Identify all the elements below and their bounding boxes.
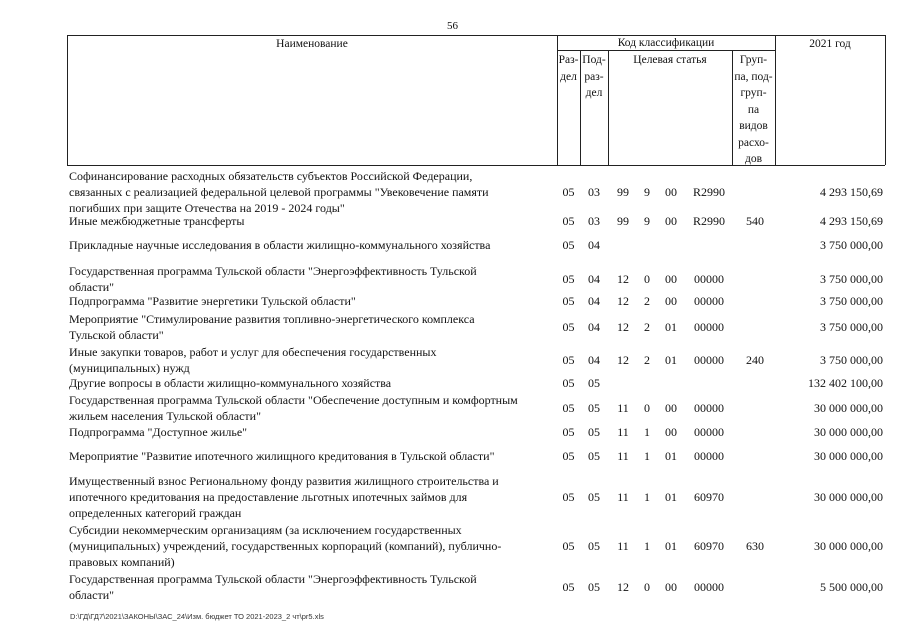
row-podrazdel: 04: [588, 294, 600, 308]
row-vid: 240: [746, 353, 764, 367]
row-target-event: 00: [665, 294, 677, 308]
header-vid-line: видов: [739, 120, 768, 132]
page-number: 56: [447, 20, 458, 32]
row-target-program: 99: [617, 214, 629, 228]
row-name-line: определенных категорий граждан: [69, 506, 242, 520]
row-vid: 540: [746, 214, 764, 228]
row-razdel: 05: [562, 449, 575, 463]
row-name-line: (муниципальных) нужд: [69, 361, 190, 375]
row-name: [69, 263, 557, 295]
row-name-line: Мероприятие "Развитие ипотечного жилищного кредитования в Тульской области": [69, 449, 495, 463]
row-name-line: Софинансирование расходных обязательств субъектов Российской Федерации,: [69, 169, 473, 183]
row-razdel: 05: [562, 425, 575, 439]
header-classification: Код классификации: [617, 37, 715, 49]
row-name-line: погибших при защите Отечества на 2019 - 2024 годы": [69, 201, 345, 215]
row-name: [69, 293, 557, 309]
row-target-program: 12: [617, 294, 629, 308]
row-razdel: 05: [562, 580, 575, 594]
header-vid-line: дов: [744, 153, 763, 165]
row-amount: 30 000 000,00: [814, 539, 883, 553]
row-target-subprogram: 0: [644, 580, 650, 594]
row-name: [69, 344, 557, 376]
header-vid-line: Груп-: [739, 54, 768, 66]
row-name-line: Тульской области": [69, 328, 164, 342]
row-name-line: Подпрограмма "Развитие энергетики Тульской области": [69, 294, 356, 308]
row-target-program: 12: [617, 272, 629, 286]
row-name: [69, 473, 557, 521]
row-target-code: 00000: [694, 353, 724, 367]
header-vid-line: па, под-: [734, 70, 773, 83]
row-target-code: 00000: [694, 449, 724, 463]
row-amount: 30 000 000,00: [814, 449, 883, 463]
row-amount: 30 000 000,00: [814, 425, 883, 439]
row-razdel: 05: [562, 320, 575, 334]
row-target-code: 00000: [694, 580, 724, 594]
row-amount: 4 293 150,69: [820, 214, 883, 228]
row-target-program: 12: [617, 353, 629, 367]
row-amount: 3 750 000,00: [820, 320, 883, 334]
header-podrazdel-line: Под-: [582, 54, 606, 66]
row-target-event: 01: [665, 449, 677, 463]
row-target-code: 60970: [694, 490, 724, 504]
row-name-line: связанных с реализацией федеральной целевой программы "Увековечение памяти: [69, 185, 489, 199]
header-name: Наименование: [276, 38, 348, 50]
row-razdel: 05: [562, 401, 575, 415]
row-podrazdel: 05: [588, 490, 600, 504]
row-target-event: 01: [665, 320, 677, 334]
row-target-subprogram: 0: [644, 272, 650, 286]
row-target-subprogram: 0: [644, 401, 650, 415]
row-amount: 5 500 000,00: [820, 580, 883, 594]
row-target-program: 11: [617, 490, 629, 504]
row-target-subprogram: 2: [644, 353, 650, 367]
row-target-event: 00: [665, 214, 677, 228]
row-amount: 3 750 000,00: [820, 238, 883, 252]
row-target-event: 00: [665, 185, 677, 199]
row-name-line: Мероприятие "Стимулирование развития топливно-энергетического комплекса: [69, 312, 475, 326]
row-vid: 630: [746, 539, 764, 553]
row-name-line: ипотечного кредитования на предоставление льготных ипотечных займов для: [69, 490, 468, 504]
row-target-program: 11: [617, 425, 629, 439]
row-name-line: Другие вопросы в области жилищно-коммунального хозяйства: [69, 376, 392, 390]
header-razdel: [557, 52, 580, 85]
row-podrazdel: 05: [588, 580, 600, 594]
header-razdel-line: Раз-: [558, 54, 579, 66]
row-podrazdel: 05: [588, 401, 600, 415]
row-name-line: Иные межбюджетные трансферты: [69, 214, 245, 228]
row-razdel: 05: [562, 214, 575, 228]
row-amount: 132 402 100,00: [808, 376, 883, 390]
file-path-footer: D:\ГД\ГД7\2021\ЗАКОНЫ\ЗАС_24\Изм. бюджет ТО 2021-2023_2 чт\pr5.xls: [70, 612, 324, 621]
row-name-line: правовых компаний): [69, 555, 175, 569]
row-name: [69, 424, 557, 440]
header-vid-line: расхо-: [738, 136, 769, 149]
row-razdel: 05: [562, 294, 575, 308]
row-target-subprogram: 1: [644, 490, 650, 504]
row-razdel: 05: [562, 272, 575, 286]
row-target-subprogram: 1: [644, 449, 650, 463]
row-amount: 4 293 150,69: [820, 185, 883, 199]
row-target-subprogram: 2: [644, 294, 650, 308]
row-podrazdel: 03: [588, 214, 600, 228]
row-amount: 3 750 000,00: [820, 272, 883, 286]
row-target-code: 60970: [694, 539, 724, 553]
row-amount: 30 000 000,00: [814, 490, 883, 504]
row-name-line: Государственная программа Тульской области "Энергоэффективность Тульской: [69, 572, 477, 586]
header-vid-line: па: [747, 103, 760, 116]
row-podrazdel: 04: [588, 353, 600, 367]
row-target-event: 00: [665, 580, 677, 594]
row-target-event: 00: [665, 401, 677, 415]
row-podrazdel: 04: [588, 238, 600, 252]
header-podrazdel: [580, 52, 608, 102]
row-name: [69, 213, 557, 229]
row-name-line: Иные закупки товаров, работ и услуг для обеспечения государственных: [69, 345, 437, 359]
row-name-line: жильем населения Тульской области": [69, 409, 261, 423]
row-name: [69, 571, 557, 603]
row-podrazdel: 04: [588, 272, 600, 286]
row-target-subprogram: 1: [644, 425, 650, 439]
row-name-line: Подпрограмма "Доступное жилье": [69, 425, 248, 439]
row-name: [69, 311, 557, 343]
row-razdel: 05: [562, 185, 575, 199]
row-target-program: 11: [617, 449, 629, 463]
header-podrazdel-line: дел: [585, 87, 603, 99]
row-target-code: R2990: [692, 185, 725, 199]
row-name-line: области": [69, 588, 115, 602]
row-razdel: 05: [562, 238, 575, 252]
row-name: [69, 392, 557, 424]
row-target-code: 00000: [694, 320, 724, 334]
row-target-program: 11: [617, 401, 629, 415]
row-name-line: Государственная программа Тульской области "Обеспечение доступным и комфортным: [69, 393, 518, 407]
row-target-code: 00000: [694, 401, 724, 415]
row-name: [69, 522, 557, 570]
row-target-code: 00000: [694, 272, 724, 286]
row-target-subprogram: 2: [644, 320, 650, 334]
row-target-code: R2990: [692, 214, 725, 228]
row-target-program: 11: [617, 539, 629, 553]
row-name-line: Прикладные научные исследования в области жилищно-коммунального хозяйства: [69, 238, 491, 252]
header-year: 2021 год: [809, 38, 851, 50]
row-name-line: Государственная программа Тульской области "Энергоэффективность Тульской: [69, 264, 477, 278]
row-target-subprogram: 9: [644, 214, 650, 228]
row-name: [69, 168, 557, 216]
row-amount: 3 750 000,00: [820, 353, 883, 367]
row-podrazdel: 05: [588, 376, 600, 390]
row-target-event: 01: [665, 539, 677, 553]
row-target-program: 99: [617, 185, 629, 199]
header-razdel-line: дел: [560, 70, 577, 83]
row-podrazdel: 05: [588, 425, 600, 439]
row-name: [69, 448, 557, 464]
row-target-event: 01: [665, 490, 677, 504]
row-razdel: 05: [562, 376, 575, 390]
row-target-subprogram: 9: [644, 185, 650, 199]
row-name-line: (муниципальных) учреждений, государственных корпораций (компаний), публично-: [69, 539, 502, 553]
row-podrazdel: 04: [588, 320, 600, 334]
header-podrazdel-line: раз-: [584, 70, 604, 83]
row-target-code: 00000: [694, 294, 724, 308]
row-razdel: 05: [562, 539, 575, 553]
row-target-event: 00: [665, 425, 677, 439]
row-name-line: Имущественный взнос Региональному фонду развития жилищного строительства и: [69, 474, 499, 488]
header-vid-line: груп-: [740, 87, 767, 99]
row-target-program: 12: [617, 580, 629, 594]
row-name: [69, 237, 557, 253]
row-target-program: 12: [617, 320, 629, 334]
row-podrazdel: 03: [588, 185, 600, 199]
row-name-line: Субсидии некоммерческим организациям (за исключением государственных: [69, 523, 462, 537]
header-vid: [732, 52, 775, 168]
row-razdel: 05: [562, 490, 575, 504]
row-amount: 30 000 000,00: [814, 401, 883, 415]
row-amount: 3 750 000,00: [820, 294, 883, 308]
header-target: Целевая статья: [633, 54, 707, 66]
row-name-line: области": [69, 280, 115, 294]
row-razdel: 05: [562, 353, 575, 367]
row-target-subprogram: 1: [644, 539, 650, 553]
row-podrazdel: 05: [588, 449, 600, 463]
row-target-code: 00000: [694, 425, 724, 439]
row-podrazdel: 05: [588, 539, 600, 553]
row-target-event: 00: [665, 272, 677, 286]
row-name: [69, 375, 557, 391]
row-target-event: 01: [665, 353, 677, 367]
